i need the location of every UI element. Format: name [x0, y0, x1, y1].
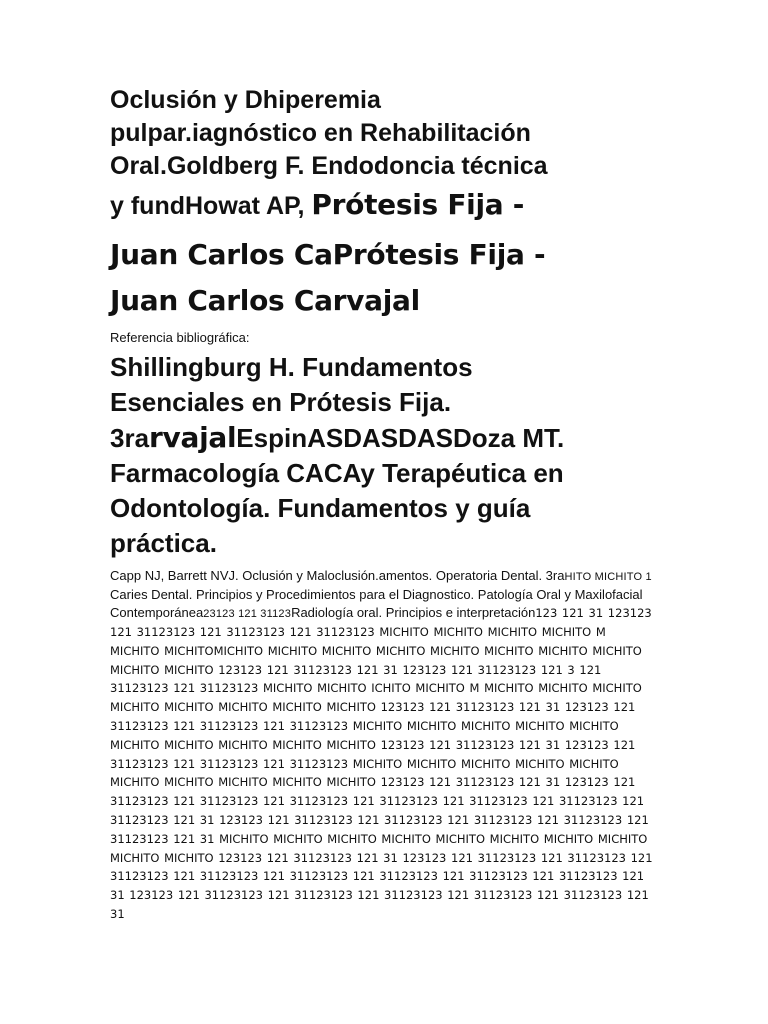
- heading-block: [110, 84, 658, 324]
- heading-line-1: Oclusión y Dhiperemia: [110, 86, 381, 114]
- reference-block: [110, 350, 658, 561]
- heading-line-4: [110, 183, 658, 232]
- reference-line-5: Odontología. Fundamentos y guía: [110, 493, 531, 523]
- body-part-6: 123 121 31 123123 121 31123123 121 31123123 121 31123123 MICHITO MICHITO MICHITO MICHITO M MICHITO MICHITOMICHITO MICHITO MICHITO MICHITO MICHITO MICHITO MICHITO MICHITO MICHITO MICHITO 123123 121 31123123 121 31 123123 121 31123123 121 3 121 31123123 121 31123123 MICHITO MICHITO ICHITO MICHITO M MICHITO MICHITO MICHITO MICHITO MICHITO MICHITO MICHITO MICHITO 123123 121 31123123 121 31 123123 121 31123123 121 31123123 121 31123123 MICHITO MICHITO MICHITO MICHITO MICHITO MICHITO MICHITO MICHITO MICHITO MICHITO 123123 121 31123123 121 31 123123 121 31123123 121 31123123 121 31123123 MICHITO MICHITO MICHITO MICHITO MICHITO MICHITO MICHITO MICHITO MICHITO MICHITO 123123 121 31123123 121 31 123123 121 31123123 121 31123123 121 31123123 121 31123123 121 31123123 121 31123123 121 31123123 121 31 123123 121 31123123 121 31123123 121 31123123 121 31123123 121 31123123 121 31 MICHITO MICHITO MICHITO MICHITO MICHITO MICHITO MICHITO MICHITO MICHITO MICHITO 123123 121 31123123 121 31 123123 121 31123123 121 31123123 121 31123123 121 31123123 121 31123123 121 31123123 121 31123123 121 31123123 121 31 123123 121 31123123 121 31123123 121 31123123 121 31123123 121 31123123 121 31: [110, 606, 653, 921]
- body-part-5: Radiología oral. Principios e interpretación: [291, 605, 536, 620]
- heading-line-2: pulpar.iagnóstico en Rehabilitación: [110, 119, 531, 147]
- reference-line-3-b: rvajal: [149, 421, 237, 454]
- body-part-3: Caries Dental. Principios y Procedimientos para el Diagnostico. Patología Oral y Maxilofacial Contemporánea: [110, 587, 643, 620]
- heading-line-4-bold: Prótesis Fija -: [311, 188, 525, 221]
- reference-line-2: Esenciales en Prótesis Fija.: [110, 387, 452, 417]
- document-page: [110, 84, 658, 924]
- body-part-4: 23123 121 31123: [203, 608, 292, 620]
- heading-line-4-plain: y fundHowat AP,: [110, 192, 312, 220]
- heading-line-3: Oral.Goldberg F. Endodoncia técnica: [110, 152, 548, 180]
- body-part-1: Capp NJ, Barrett NVJ. Oclusión y Maloclusión.amentos. Operatoria Dental. 3ra: [110, 568, 565, 583]
- reference-line-6: práctica.: [110, 528, 217, 558]
- heading-line-5: Juan Carlos CaPrótesis Fija -: [110, 238, 546, 271]
- body-part-2: HITO MICHITO 1: [564, 571, 652, 583]
- reference-line-3: [110, 420, 658, 456]
- body-paragraph: [110, 567, 658, 924]
- reference-line-3-a: 3ra: [110, 423, 150, 453]
- reference-line-3-c: EspinASDASDASDoza MT.: [236, 423, 565, 453]
- reference-label: Referencia bibliográfica:: [110, 330, 250, 345]
- heading-line-6: Juan Carlos Carvajal: [110, 284, 420, 317]
- reference-line-1: Shillingburg H. Fundamentos: [110, 352, 473, 382]
- reference-line-4: Farmacología CACAy Terapéutica en: [110, 458, 564, 488]
